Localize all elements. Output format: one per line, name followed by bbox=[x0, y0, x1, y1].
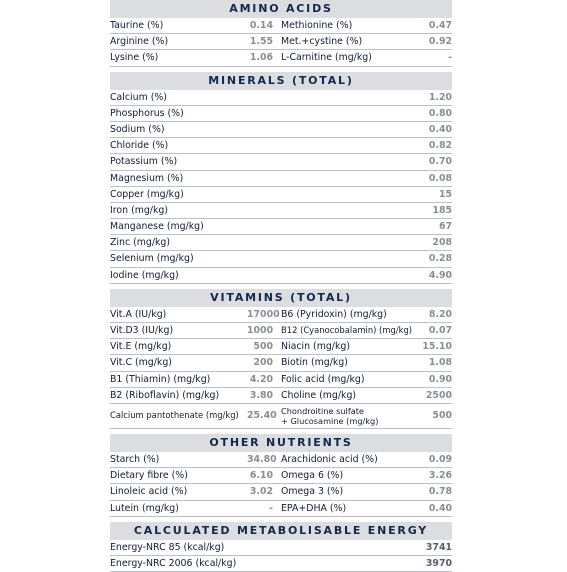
nutrient-value: 0.92 bbox=[428, 36, 452, 48]
table-row bbox=[110, 468, 452, 484]
table-row bbox=[110, 50, 452, 66]
nutrient-label bbox=[281, 406, 418, 426]
nutrient-label: Arachidonic acid (%) bbox=[281, 453, 378, 465]
nutrient-label: Energy-NRC 85 (kcal/kg) bbox=[110, 541, 225, 553]
nutrient-label: B2 (Riboflavin) (mg/kg) bbox=[110, 389, 220, 401]
nutrient-value: 0.47 bbox=[428, 20, 452, 31]
amino-acids-header: AMINO ACIDS bbox=[110, 0, 452, 18]
nutrient-value: 8.20 bbox=[428, 308, 452, 320]
nutrient-value: 0.70 bbox=[428, 156, 452, 168]
nutrient-label: Omega 3 (%) bbox=[281, 486, 344, 498]
nutrient-value: 34.80 bbox=[247, 453, 277, 465]
nutrient-value: - bbox=[448, 52, 452, 64]
nutrient-label: Vit.A (IU/kg) bbox=[110, 308, 167, 320]
nutrient-label: B1 (Thiamin) (mg/kg) bbox=[110, 373, 211, 385]
nutrient-label: Iron (mg/kg) bbox=[110, 204, 169, 216]
nutrient-label: Sodium (%) bbox=[110, 123, 165, 135]
nutrient-label: Lutein (mg/kg) bbox=[110, 502, 179, 514]
table-row bbox=[110, 219, 452, 235]
nutrient-label: Magnesium (%) bbox=[110, 172, 184, 184]
nutrient-value: 3970 bbox=[425, 557, 452, 569]
table-row bbox=[110, 18, 452, 34]
nutrient-label: B6 (Pyridoxin) (mg/kg) bbox=[281, 308, 387, 320]
nutrient-label: Selenium (mg/kg) bbox=[110, 253, 194, 265]
nutrient-value: 15.10 bbox=[422, 341, 452, 353]
table-row bbox=[110, 154, 452, 170]
nutrient-label: Calcium pantothenate (mg/kg) bbox=[110, 410, 239, 421]
nutrient-value: 0.90 bbox=[428, 373, 452, 385]
nutrient-value: 3.80 bbox=[249, 389, 273, 401]
nutrient-value: 4.90 bbox=[428, 269, 452, 281]
nutrient-label: Zinc (mg/kg) bbox=[110, 237, 171, 249]
nutrient-value: 0.78 bbox=[428, 486, 452, 498]
nutrient-value: 6.10 bbox=[249, 470, 273, 482]
table-row bbox=[110, 106, 452, 122]
nutrient-label: Linoleic acid (%) bbox=[110, 486, 188, 498]
table-row bbox=[110, 235, 452, 251]
table-row bbox=[110, 171, 452, 187]
nutrient-label: Phosphorus (%) bbox=[110, 107, 184, 119]
minerals-header: MINERALS (TOTAL) bbox=[110, 72, 452, 90]
table-row bbox=[110, 388, 452, 404]
nutrient-value: 1.55 bbox=[249, 36, 273, 48]
nutrient-value: - bbox=[269, 502, 273, 514]
table-row bbox=[110, 90, 452, 106]
table-row bbox=[110, 501, 452, 517]
table-row bbox=[110, 452, 452, 468]
nutrient-value: 0.80 bbox=[428, 107, 452, 119]
table-row bbox=[110, 203, 452, 219]
nutrient-value: 4.20 bbox=[249, 373, 273, 385]
nutrient-value: 0.14 bbox=[249, 20, 273, 31]
nutrient-label: Methionine (%) bbox=[281, 20, 353, 31]
energy-header: CALCULATED METABOLISABLE ENERGY bbox=[110, 522, 452, 540]
nutrient-label: Manganese (mg/kg) bbox=[110, 221, 204, 233]
nutrient-value: 3741 bbox=[425, 541, 452, 553]
nutrient-value: 0.40 bbox=[428, 502, 452, 514]
nutrient-label: Biotin (mg/kg) bbox=[281, 357, 348, 369]
nutrient-label: Vit.D3 (IU/kg) bbox=[110, 325, 174, 336]
table-row bbox=[110, 34, 452, 50]
nutrition-table bbox=[110, 0, 452, 572]
table-row bbox=[110, 122, 452, 138]
table-row bbox=[110, 307, 452, 323]
nutrient-label: Vit.E (mg/kg) bbox=[110, 341, 172, 353]
nutrient-value: 1.06 bbox=[249, 52, 273, 64]
nutrient-value: 25.40 bbox=[247, 410, 277, 422]
table-row bbox=[110, 404, 452, 429]
nutrient-value: 1.20 bbox=[428, 91, 452, 103]
table-row bbox=[110, 138, 452, 154]
nutrient-label: Folic acid (mg/kg) bbox=[281, 373, 365, 385]
nutrient-value: 500 bbox=[432, 410, 452, 422]
table-row bbox=[110, 251, 452, 267]
nutrient-label: L-Carnitine (mg/kg) bbox=[281, 52, 372, 64]
nutrient-label: B12 (Cyanocobalamin) (mg/kg) bbox=[281, 325, 413, 335]
nutrient-label: Potassium (%) bbox=[110, 156, 178, 168]
nutrient-label: Chloride (%) bbox=[110, 140, 169, 152]
nutrient-label: Niacin (mg/kg) bbox=[281, 341, 350, 353]
nutrient-label: Calcium (%) bbox=[110, 91, 167, 103]
nutrient-label: Dietary fibre (%) bbox=[110, 470, 188, 482]
table-row bbox=[110, 268, 452, 284]
nutrient-value: 0.08 bbox=[428, 172, 452, 184]
nutrient-value: 0.07 bbox=[428, 325, 452, 336]
table-row bbox=[110, 484, 452, 500]
table-row bbox=[110, 540, 452, 556]
nutrient-label-line: Chondroitine sulfate bbox=[281, 405, 364, 416]
other-nutrients-header: OTHER NUTRIENTS bbox=[110, 434, 452, 452]
nutrient-value: 2500 bbox=[425, 389, 452, 401]
nutrient-value: 0.28 bbox=[428, 253, 452, 265]
vitamins-header: VITAMINS (TOTAL) bbox=[110, 289, 452, 307]
nutrient-label: Lysine (%) bbox=[110, 52, 159, 64]
nutrient-value: 1.08 bbox=[428, 357, 452, 369]
nutrient-label: Arginine (%) bbox=[110, 36, 169, 48]
nutrient-value: 3.26 bbox=[428, 470, 452, 482]
nutrient-value: 3.02 bbox=[249, 486, 273, 498]
nutrient-value: 15 bbox=[438, 188, 452, 200]
table-row bbox=[110, 187, 452, 203]
nutrient-label: Taurine (%) bbox=[110, 20, 164, 31]
nutrient-label: Starch (%) bbox=[110, 453, 160, 465]
table-row bbox=[110, 323, 452, 339]
nutrient-label-line: + Glucosamine (mg/kg) bbox=[281, 415, 379, 426]
nutrient-value: 67 bbox=[438, 221, 452, 233]
nutrient-label: Iodine (mg/kg) bbox=[110, 269, 179, 281]
nutrient-label: Energy-NRC 2006 (kcal/kg) bbox=[110, 557, 237, 569]
nutrient-value: 17000 bbox=[247, 308, 280, 320]
nutrient-value: 0.09 bbox=[428, 453, 452, 465]
table-row bbox=[110, 339, 452, 355]
nutrient-value: 185 bbox=[432, 204, 452, 216]
nutrient-value: 1000 bbox=[247, 325, 274, 336]
nutrient-label: Omega 6 (%) bbox=[281, 470, 344, 482]
nutrient-value: 0.82 bbox=[428, 140, 452, 152]
nutrient-label: Choline (mg/kg) bbox=[281, 389, 357, 401]
nutrient-value: 500 bbox=[253, 341, 273, 353]
nutrient-value: 208 bbox=[432, 237, 452, 249]
table-row bbox=[110, 372, 452, 388]
nutrient-label: Met.+cystine (%) bbox=[281, 36, 363, 48]
nutrient-label: Vit.C (mg/kg) bbox=[110, 357, 172, 369]
nutrient-label: EPA+DHA (%) bbox=[281, 502, 347, 514]
table-row bbox=[110, 556, 452, 572]
nutrient-value: 200 bbox=[253, 357, 273, 369]
nutrient-label: Copper (mg/kg) bbox=[110, 188, 184, 200]
table-row bbox=[110, 355, 452, 371]
nutrient-value: 0.40 bbox=[428, 123, 452, 135]
